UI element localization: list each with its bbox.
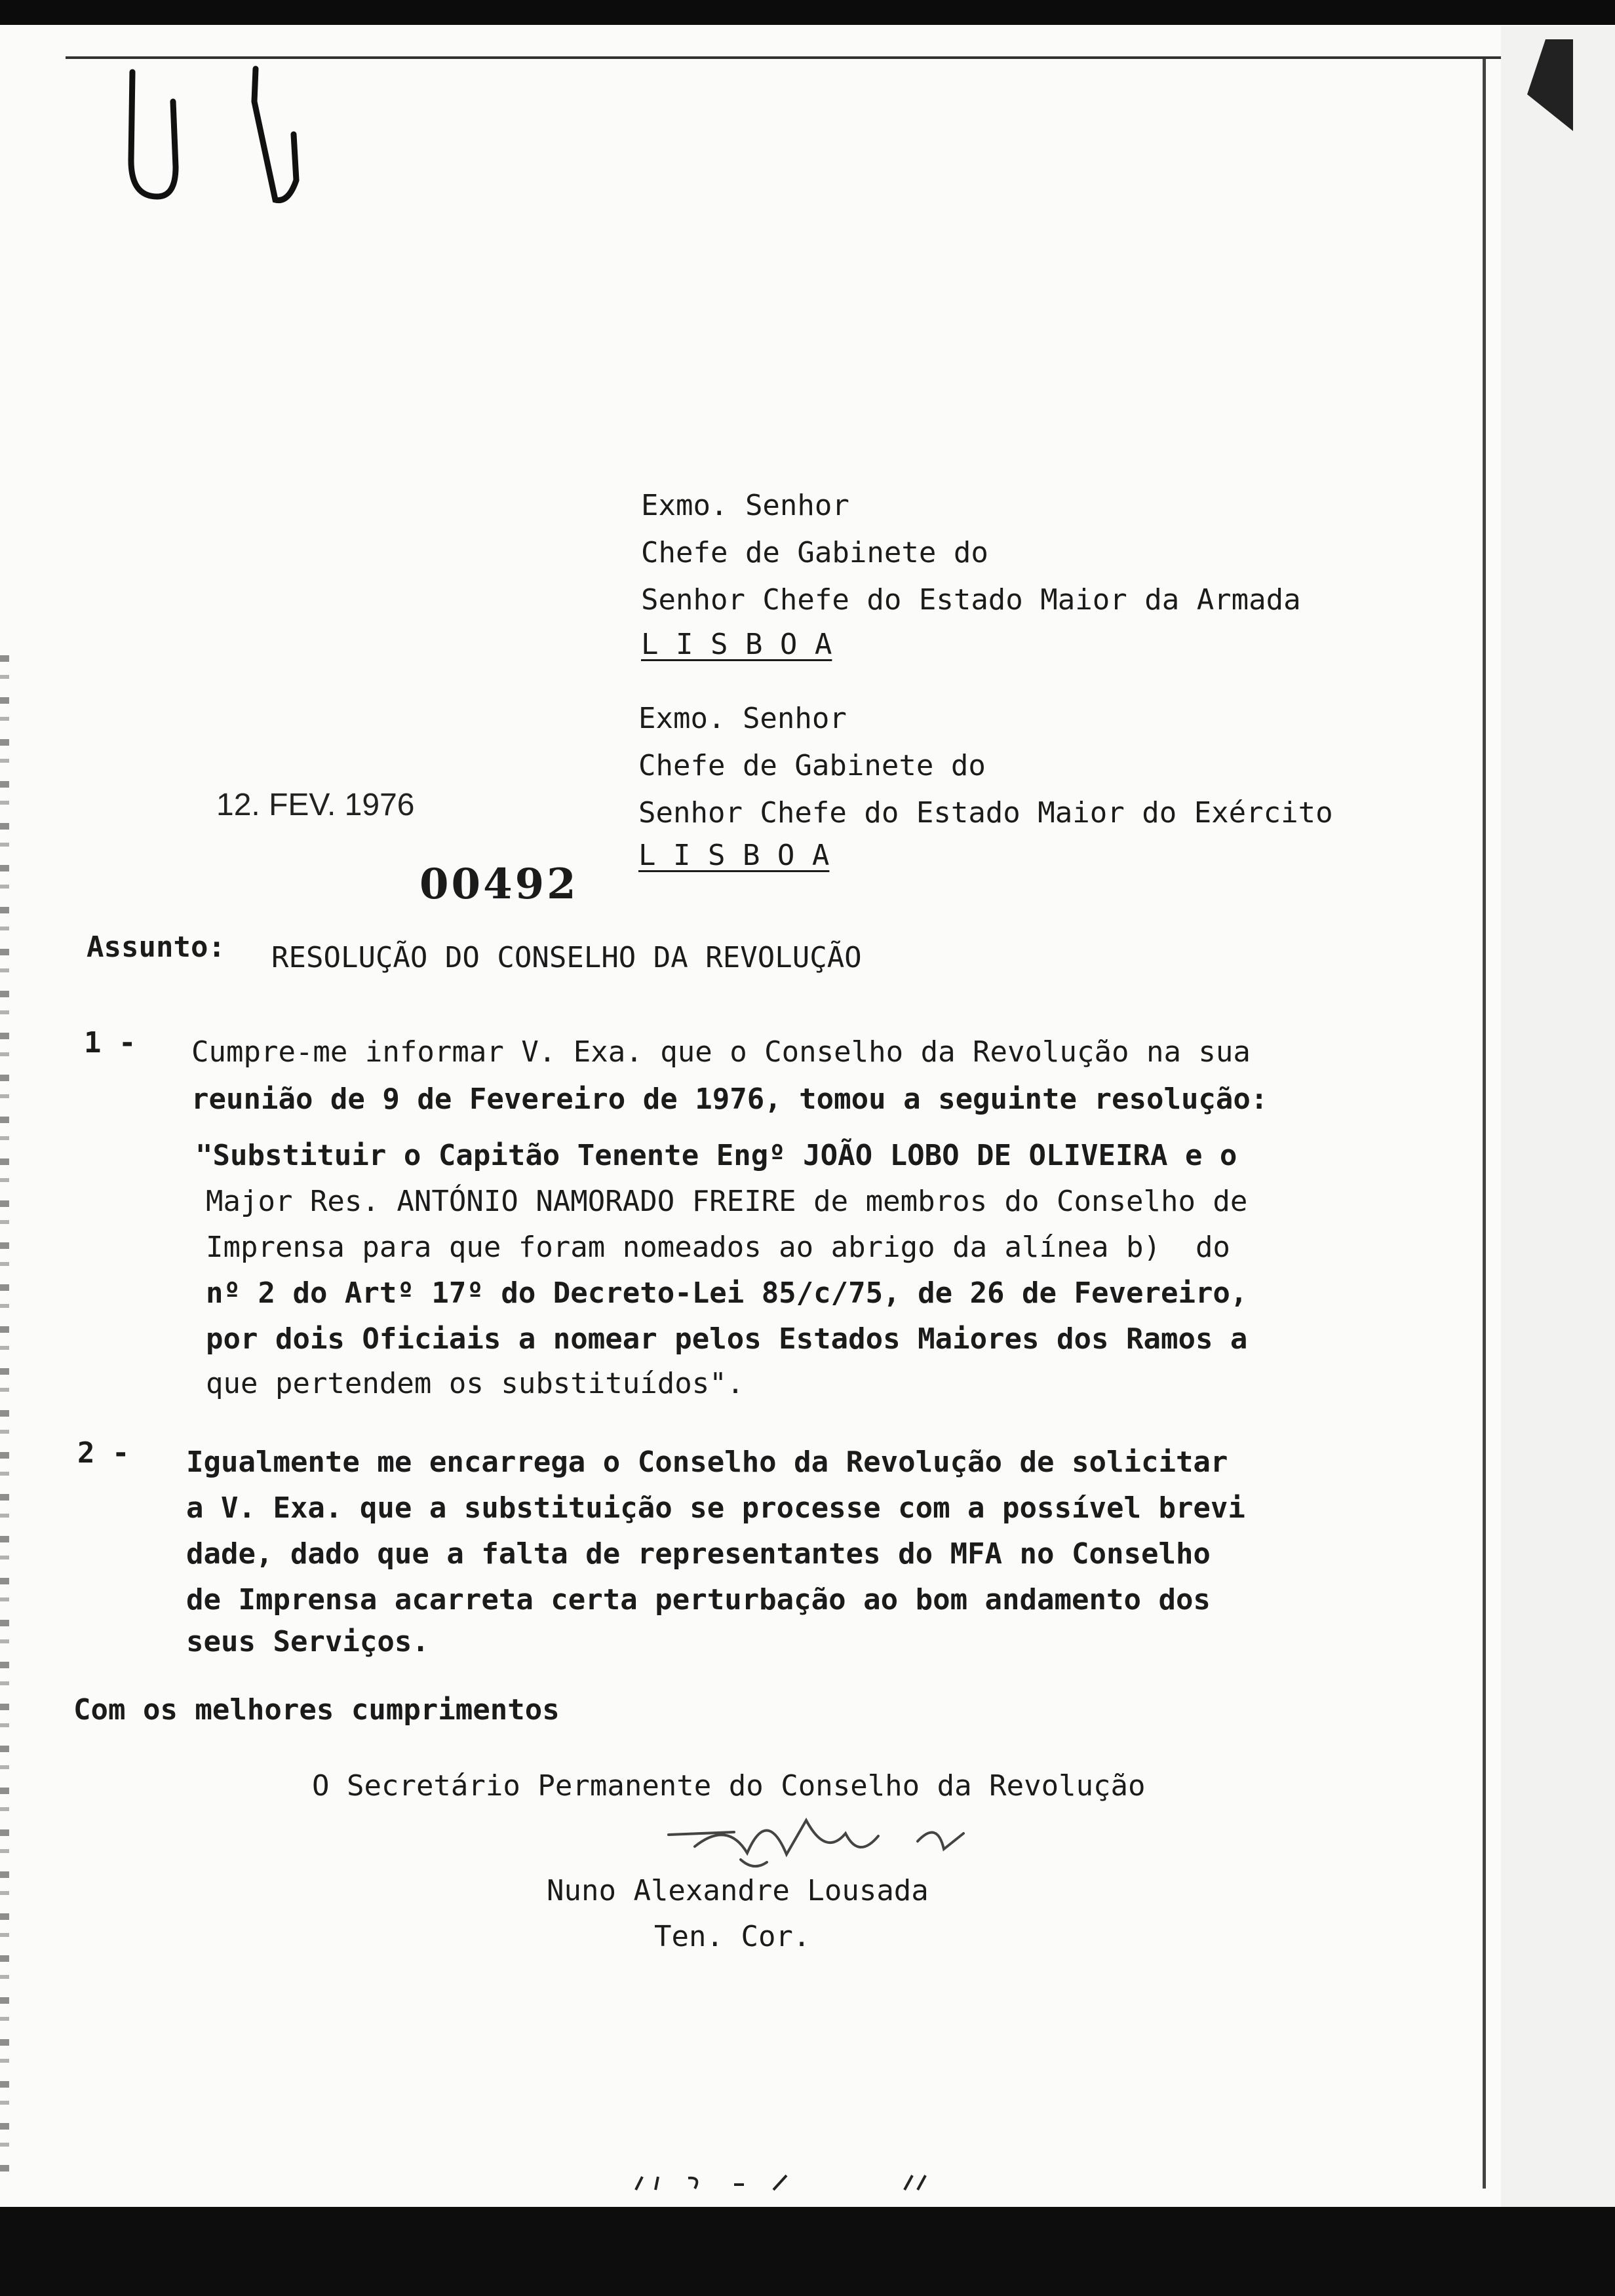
resolution-quote-line: nº 2 do Artº 17º do Decreto-Lei 85/c/75, de 26 de Fevereiro, bbox=[206, 1276, 1248, 1310]
reference-number: 00492 bbox=[419, 860, 579, 909]
resolution-quote-line: "Substituir o Capitão Tenente Engº JOÃO LOBO DE OLIVEIRA e o bbox=[195, 1139, 1237, 1172]
addressee-1-city: L I S B O A bbox=[641, 628, 832, 661]
addressee-2-salutation: Exmo. Senhor bbox=[638, 702, 847, 735]
addressee-1-role: Chefe de Gabinete do bbox=[641, 536, 988, 569]
scan-frame-line-top bbox=[66, 56, 1508, 59]
closing-line: Com os melhores cumprimentos bbox=[73, 1693, 560, 1727]
scan-top-border bbox=[0, 0, 1615, 25]
resolution-quote-line: Major Res. ANTÓNIO NAMORADO FREIRE de membros do Conselho de bbox=[206, 1185, 1248, 1218]
resolution-quote-line: Imprensa para que foram nomeados ao abrigo da alínea b) do bbox=[206, 1231, 1230, 1264]
paragraph-2-line: Igualmente me encarrega o Conselho da Revolução de solicitar bbox=[186, 1445, 1228, 1479]
addressee-1-office: Senhor Chefe do Estado Maior da Armada bbox=[641, 583, 1301, 617]
paragraph-2-line: de Imprensa acarreta certa perturbação ao bom andamento dos bbox=[186, 1583, 1211, 1617]
scan-right-margin bbox=[1501, 26, 1615, 2208]
paragraph-1-line: Cumpre-me informar V. Exa. que o Conselho da Revolução na sua bbox=[191, 1035, 1251, 1069]
date-stamp: 12. FEV. 1976 bbox=[216, 788, 415, 822]
handwritten-initials-mark bbox=[125, 62, 321, 213]
paragraph-2-line: dade, dado que a falta de representantes do MFA no Conselho bbox=[186, 1537, 1211, 1571]
addressee-2-office: Senhor Chefe do Estado Maior do Exército bbox=[638, 796, 1333, 830]
addressee-2-role: Chefe de Gabinete do bbox=[638, 749, 986, 782]
subject-text: RESOLUÇÃO DO CONSELHO DA REVOLUÇÃO bbox=[271, 941, 862, 974]
handwritten-signature bbox=[655, 1794, 996, 1873]
scan-bottom-fragment bbox=[629, 2170, 944, 2196]
addressee-2-city: L I S B O A bbox=[638, 839, 830, 872]
paragraph-2-marker: 2 - bbox=[77, 1436, 130, 1470]
paragraph-1-line: reunião de 9 de Fevereiro de 1976, tomou a seguinte resolução: bbox=[191, 1082, 1268, 1116]
paragraph-2-line: seus Serviços. bbox=[186, 1625, 429, 1658]
resolution-quote-line: que pertendem os substituídos". bbox=[206, 1367, 745, 1400]
signatory-title: O Secretário Permanente do Conselho da Revolução bbox=[312, 1769, 1146, 1803]
scan-frame-line-right bbox=[1483, 59, 1486, 2189]
signatory-rank: Ten. Cor. bbox=[654, 1920, 811, 1953]
signatory-name: Nuno Alexandre Lousada bbox=[547, 1874, 929, 1907]
scan-bottom-border bbox=[0, 2207, 1615, 2296]
paragraph-2-line: a V. Exa. que a substituição se processe com a possível brevi bbox=[186, 1491, 1245, 1525]
resolution-quote-line: por dois Oficiais a nomear pelos Estados Maiores dos Ramos a bbox=[206, 1322, 1248, 1356]
paragraph-1-marker: 1 - bbox=[84, 1026, 136, 1060]
scan-left-edge-noise bbox=[0, 655, 9, 2182]
addressee-1-salutation: Exmo. Senhor bbox=[641, 489, 849, 522]
subject-label: Assunto: bbox=[87, 930, 225, 964]
